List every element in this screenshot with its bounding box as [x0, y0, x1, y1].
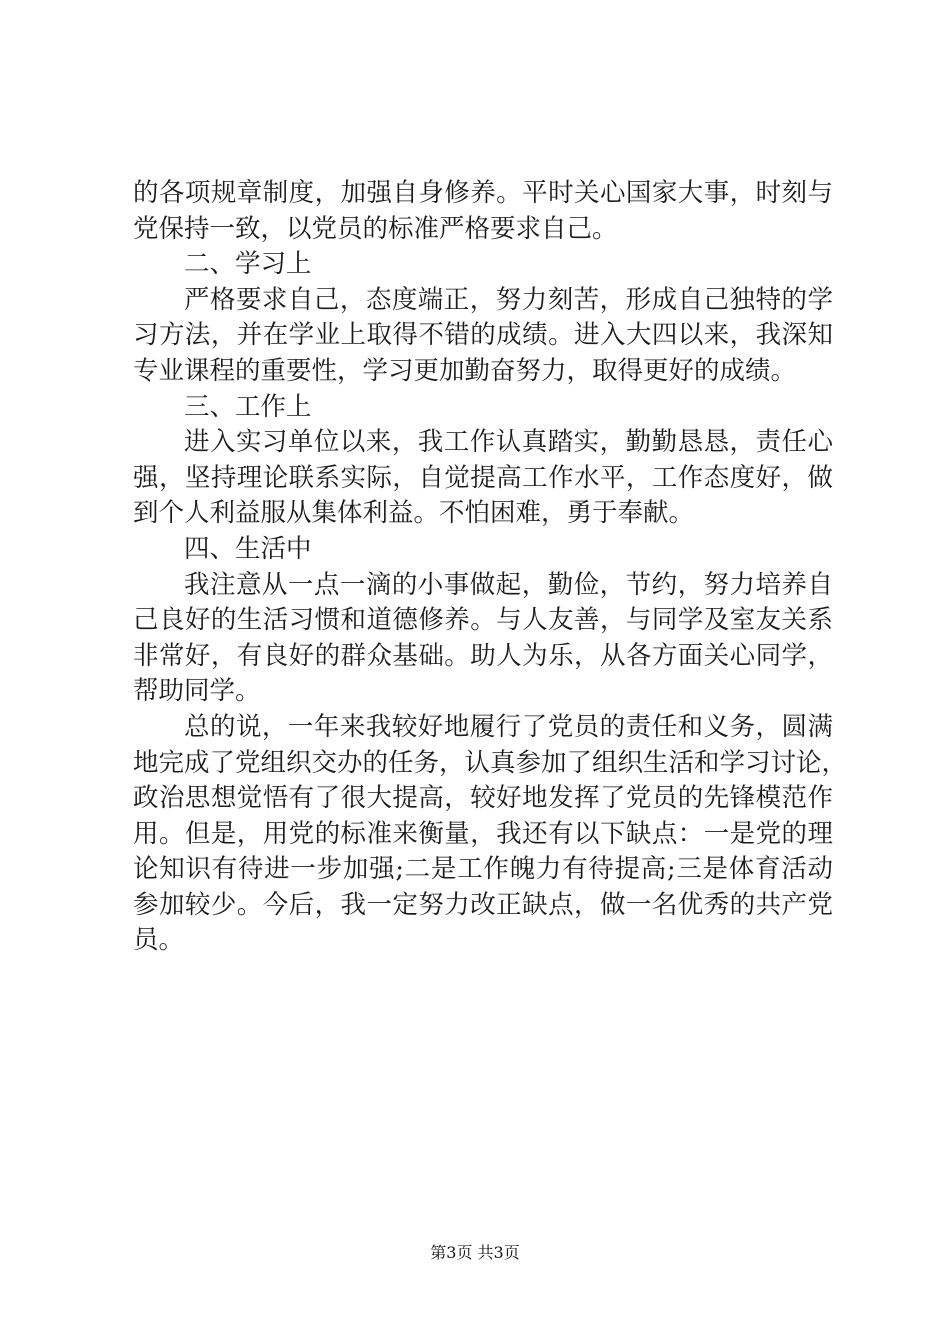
text-line: 用。但是，用党的标准来衡量，我还有以下缺点：一是党的理: [133, 818, 833, 849]
text-line: 参加较少。今后，我一定努力改正缺点，做一名优秀的共产党: [133, 889, 833, 920]
section-heading-work: 三、工作上: [184, 391, 312, 422]
page-number-footer: 第3页 共3页: [430, 1243, 520, 1262]
text-line: 己良好的生活习惯和道德修养。与人友善，与同学及室友关系: [133, 605, 833, 636]
text-line: 政治思想觉悟有了很大提高，较好地发挥了党员的先锋模范作: [133, 783, 833, 814]
text-line: 非常好，有良好的群众基础。助人为乐，从各方面关心同学，: [133, 640, 833, 671]
section-heading-study: 二、学习上: [184, 249, 312, 280]
text-line: 总的说，一年来我较好地履行了党员的责任和义务，圆满: [184, 711, 833, 742]
section-heading-life: 四、生活中: [184, 533, 312, 564]
text-line: 专业课程的重要性，学习更加勤奋努力，取得更好的成绩。: [133, 355, 797, 386]
text-line: 习方法，并在学业上取得不错的成绩。进入大四以来，我深知: [133, 320, 833, 351]
text-line: 论知识有待进一步加强;二是工作魄力有待提高;三是体育活动: [133, 854, 833, 885]
text-line: 到个人利益服从集体利益。不怕困难，勇于奉献。: [133, 498, 695, 529]
text-line: 进入实习单位以来，我工作认真踏实，勤勤恳恳，责任心: [184, 427, 833, 458]
text-line: 我注意从一点一滴的小事做起，勤俭，节约，努力培养自: [184, 569, 833, 600]
text-line: 帮助同学。: [133, 676, 261, 707]
text-line: 强，坚持理论联系实际，自觉提高工作水平，工作态度好，做: [133, 462, 833, 493]
text-line: 员。: [133, 925, 185, 956]
text-line: 严格要求自己，态度端正，努力刻苦，形成自己独特的学: [184, 284, 833, 315]
body-text: [133, 176, 848, 959]
text-line: 的各项规章制度，加强自身修养。平时关心国家大事，时刻与: [133, 178, 833, 208]
text-line: 地完成了党组织交办的任务，认真参加了组织生活和学习讨论，: [133, 747, 848, 778]
text-line: 党保持一致，以党员的标准严格要求自己。: [133, 213, 618, 244]
